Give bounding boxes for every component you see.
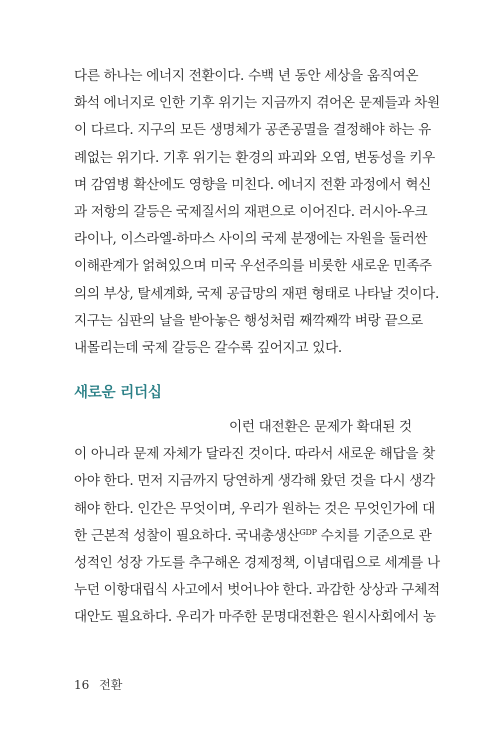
running-title: 전환 bbox=[99, 678, 123, 692]
text-line: 대안도 필요하다. 우리가 마주한 문명대전환은 원시사회에서 농 bbox=[74, 609, 436, 626]
text-segment: 수치를 기준으로 관 bbox=[316, 527, 432, 544]
text-line: 며 감염병 확산에도 영향을 미친다. 에너지 전환 과정에서 혁신 bbox=[74, 176, 431, 193]
section-heading: 새로운 리더십 bbox=[74, 385, 162, 401]
text-line: 라이나, 이스라엘-하마스 사이의 국제 분쟁에는 자원을 둘러싼 bbox=[74, 231, 428, 248]
text-line: 지구는 심판의 날을 받아놓은 행성처럼 째깍째깍 벼랑 끝으로 bbox=[74, 312, 423, 329]
text-line: 이해관계가 얽혀있으며 미국 우선주의를 비롯한 새로운 민족주 bbox=[74, 258, 432, 275]
page-number: 16 bbox=[74, 678, 90, 692]
text-segment: 한 근본적 성찰이 필요하다. 국내총생산 bbox=[74, 527, 300, 544]
text-line: 해야 한다. 인간은 무엇이며, 우리가 원하는 것은 무엇인가에 대 bbox=[74, 500, 435, 517]
text-line: 아야 한다. 먼저 지금까지 당연하게 생각해 왔던 것을 다시 생각 bbox=[74, 473, 435, 490]
text-line: 이 아니라 문제 자체가 달라진 것이다. 따라서 새로운 해답을 찾 bbox=[74, 446, 435, 463]
page-footer bbox=[74, 676, 122, 693]
gdp-superscript: GDP bbox=[299, 527, 317, 537]
text-line: 누던 이항대립식 사고에서 벗어나야 한다. 과감한 상상과 구체적 bbox=[74, 582, 440, 599]
text-line: 이런 대전환은 문제가 확대된 것 bbox=[229, 419, 412, 435]
text-line: 화석 에너지로 인한 기후 위기는 지금까지 겪어온 문제들과 차원 bbox=[74, 95, 440, 112]
text-line: 내몰리는데 국제 갈등은 갈수록 깊어지고 있다. bbox=[74, 340, 342, 357]
paragraph-new-leadership bbox=[74, 414, 440, 632]
text-line: 과 저항의 갈등은 국제질서의 재편으로 이어진다. 러시아-우크 bbox=[74, 204, 428, 221]
text-line: 례없는 위기다. 기후 위기는 환경의 파괴와 오염, 변동성을 키우 bbox=[74, 149, 435, 166]
text-line: 성적인 성장 가도를 추구해온 경제정책, 이념대립으로 세계를 나 bbox=[74, 555, 440, 572]
paragraph-energy-transition bbox=[74, 63, 440, 362]
text-line: 이 다르다. 지구의 모든 생명체가 공존공멸을 결정해야 하는 유 bbox=[74, 122, 431, 139]
text-line: 의의 부상, 탈세계화, 국제 공급망의 재편 형태로 나타날 것이다. bbox=[74, 285, 440, 302]
text-line-with-superscript bbox=[74, 523, 432, 550]
text-line: 다른 하나는 에너지 전환이다. 수백 년 동안 세상을 움직여온 bbox=[74, 68, 419, 84]
